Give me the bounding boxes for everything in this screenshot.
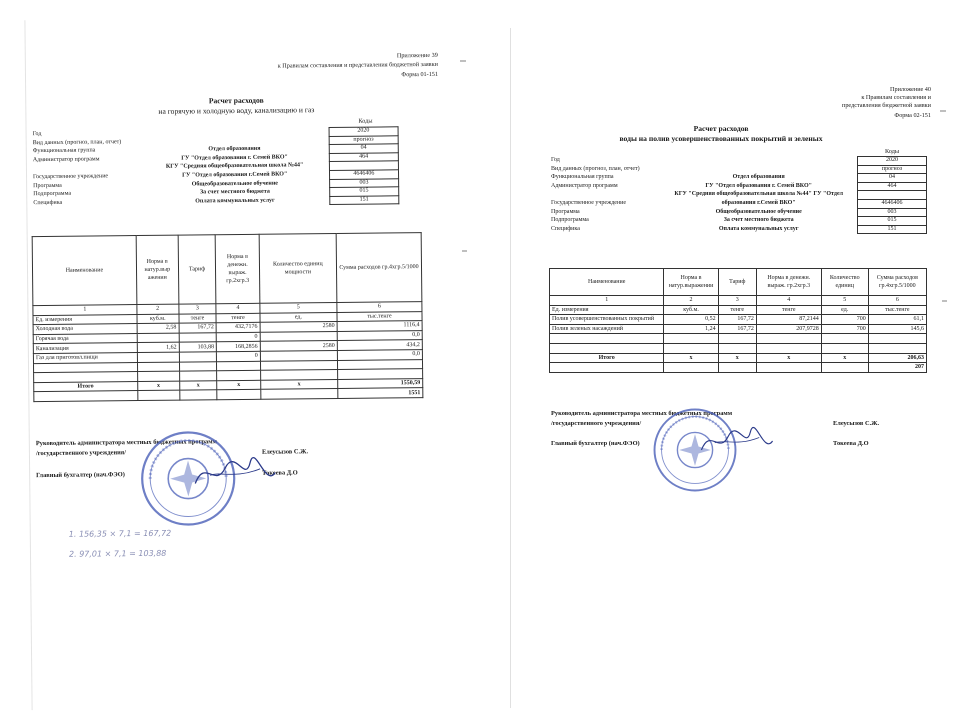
table-cell: Канализация [33,343,137,354]
table-cell: 0 [216,332,260,342]
table-cell: Полив усовершенствованных покрытий [550,315,664,325]
info-value [660,165,857,174]
info-code: 464 [857,182,926,191]
left-sign1-title: Руководитель администратора местных бюджетных программ [35,438,217,448]
table-cell: 103,88 [179,342,217,352]
info-value: Оплата коммунальных услуг [195,197,275,205]
unit-cell: куб.м. [664,305,718,315]
info-code: 003 [857,208,926,217]
table-cell: 1116,4 [337,321,422,331]
table-cell: 0,52 [664,315,718,325]
info-label: Вид данных (прогноз, план, отчет) [551,165,640,172]
total-cell: 1550,59 [338,378,423,388]
right-rules-2: представления бюджетной заявки [842,102,931,109]
table-cell: 87,2144 [756,315,821,325]
info-label: Государственное учреждение [551,200,627,207]
rounded-total-cell: 207 [868,363,926,373]
empty-cell [550,363,664,373]
right-title-line2: воды на полив усовершенствованных покрытий и зеленых [619,133,823,143]
table-cell: 432,7176 [216,322,260,332]
table-cell [179,352,217,362]
info-row [549,157,927,166]
info-label: Функциональная группа [32,147,96,155]
column-header: Сумма расходов гр.4хгр.5/1000 [868,269,926,296]
info-code: прогноз [857,165,926,174]
info-value: За счет местного бюджета [199,188,270,196]
info-label: Год [32,131,42,138]
info-label: Подпрограмма [551,217,589,224]
info-label: Вид данных (прогноз, план, отчет) [32,138,122,146]
column-header: Количество единиц мощности [259,233,337,303]
left-codes-label: Коды [358,117,373,125]
info-label: Администратор программ [551,182,618,189]
column-header: Норма в натур.выр ажении [136,235,179,304]
info-row [549,208,927,217]
info-value: КГУ "Средняя общеобразовательная школа №44" ГУ "Отдел [674,191,843,198]
empty-cell [718,363,756,373]
total-cell: 206,63 [868,353,926,363]
info-value: образования г.Семей ВКО" [721,200,796,207]
column-header: Норма в денежн. выраж. гр.2хгр.3 [756,269,821,296]
info-value: За счет местного бюджета [723,217,794,224]
left-title [26,94,446,118]
unit-cell: тенге [179,313,217,323]
right-expense-table [549,268,927,373]
column-number: 5 [821,296,868,306]
total-cell: х [718,353,756,363]
table-cell: 207,9728 [756,324,821,334]
info-row [549,165,927,174]
empty-cell [180,390,218,400]
handwritten-signature-icon [697,423,777,459]
empty-cell [868,334,926,344]
right-info-table [549,156,927,234]
column-number: 1 [33,305,137,316]
unit-cell: Ед. измерения [550,305,664,315]
empty-cell [261,389,338,399]
unit-cell: ед. [260,312,337,322]
info-code: прогноз [329,135,398,144]
column-number: 3 [718,296,756,306]
info-row [549,225,927,234]
empty-cell [664,334,718,344]
empty-row [550,343,927,353]
table-cell: 167,72 [179,323,217,333]
empty-cell [756,334,821,344]
right-sign1-title: Руководитель администратора местных бюджетных программ [551,410,733,417]
total-cell: х [217,380,261,390]
info-row [549,217,927,226]
table-cell: 2580 [260,322,337,332]
table-cell: 434,2 [337,340,422,350]
left-sign2-name: Токеева Д.О [262,469,298,477]
empty-row [550,334,927,344]
table-cell: 61,1 [868,315,926,325]
left-info-table [31,126,400,208]
right-codes-label: Коды [884,148,900,155]
table-cell: 0,0 [337,330,422,340]
info-label: Специфика [33,199,63,206]
left-handwritten-note-1: 1. 156,35 × 7,1 = 167,72 [68,528,172,539]
column-header: Наименование [32,236,136,306]
table-row [550,315,927,325]
table-cell: 2580 [260,341,337,351]
info-label: Специфика [551,225,580,232]
empty-cell [868,343,926,353]
total-cell: х [756,353,821,363]
info-code: 2020 [857,157,926,166]
empty-cell [821,363,868,373]
info-label: Год [551,157,560,164]
empty-cell [138,390,180,400]
right-title-line1: Расчет расходов [693,124,749,133]
column-header: Норма в натур.выражении [664,269,718,296]
scan-artifact [462,250,467,252]
empty-cell [821,334,868,344]
table-row [550,324,927,334]
right-sign2-name: Токеева Д.О [833,440,869,447]
info-value: Общеобразовательное обучение [191,180,278,188]
scan-artifact [940,110,946,112]
total-cell: х [260,379,337,389]
info-label: Государственное учреждение [33,173,109,181]
empty-cell [718,334,756,344]
unit-cell: тенге [216,313,260,323]
column-number: 5 [260,302,337,312]
table-cell: 700 [821,315,868,325]
column-number: 2 [664,296,718,306]
empty-cell [718,343,756,353]
empty-cell [550,334,664,344]
empty-cell [756,343,821,353]
empty-cell [34,391,138,402]
scan-artifact [942,300,947,302]
info-value: Оплата коммунальных услуг [718,225,799,232]
left-appendix: Приложение 39 [396,51,438,60]
info-code: 015 [857,217,926,226]
empty-cell [217,361,261,371]
table-cell [137,333,179,343]
table-cell [179,333,217,343]
rounded-total-row [550,363,927,373]
right-document-sheet [510,28,931,708]
table-cell: 2,58 [137,323,179,333]
column-number-row [550,296,927,306]
column-number: 2 [137,304,179,314]
rounded-total-cell: 1551 [338,388,423,398]
info-code: 4646406 [857,199,926,208]
column-number: 3 [179,304,217,314]
table-cell: 168,2856 [217,342,261,352]
info-code [857,191,926,200]
left-rules: к Правилам составления и представления бюджетной заявки [277,60,438,70]
info-label: Функциональная группа [551,174,614,181]
unit-cell: тенге [718,305,756,315]
column-header: Тариф [178,235,216,304]
right-title [511,124,931,144]
units-row [550,305,927,315]
empty-cell [756,363,821,373]
table-cell: 700 [821,324,868,334]
info-label: Программа [33,182,62,189]
left-expense-table [32,232,424,402]
right-sign1-subtitle: /государственного учреждения/ [551,420,642,427]
info-value [660,157,857,166]
info-code: 003 [329,178,398,187]
info-label [549,191,660,200]
empty-cell [821,343,868,353]
info-row [549,174,927,183]
total-row [550,353,927,363]
unit-cell: куб.м. [137,314,179,324]
left-title-line2: на горячую и холодную воду, канализацию и газ [158,105,315,116]
info-label: Программа [551,208,580,215]
table-cell: 1,62 [137,342,179,352]
info-code: 151 [857,225,926,234]
info-value: Отдел образования [732,174,785,181]
info-code: 04 [329,144,398,153]
empty-cell [137,371,179,381]
left-sign1-subtitle: /государственного учреждения/ [35,449,127,458]
column-header: Тариф [718,269,756,296]
table-cell: 1,24 [664,324,718,334]
column-header: Сумма расходов гр.4хгр.5/1000 [336,233,422,303]
right-form-number: Форма 02-151 [894,112,931,119]
unit-cell: тенге [756,305,821,315]
info-row [549,199,927,208]
total-cell: х [821,353,868,363]
info-code: 4646406 [329,170,398,179]
column-header: Наименование [550,269,664,296]
table-header-row [550,269,927,296]
column-header: Норма в денежн. выраж. гр.2хгр.3 [215,234,259,303]
unit-cell: тыс.тенге [337,311,422,321]
right-sign2-title: Главный бухгалтер (нач.ФЭО) [551,440,640,447]
empty-cell [137,362,179,372]
info-code: 2020 [329,127,398,136]
info-value: ГУ "Отдел образования г. Семей ВКО" [181,154,288,162]
total-cell: х [137,381,179,391]
total-cell: Итого [34,381,138,392]
table-cell: Полив зеленых насаждений [550,324,664,334]
left-sign1-name: Елеусызов С.Ж. [261,448,309,456]
total-cell: Итого [550,353,664,363]
empty-cell [217,390,261,400]
right-appendix: Приложение 40 [890,86,931,93]
empty-cell [179,371,217,381]
info-value: Общеобразовательное обучение [715,208,802,215]
left-title-line1: Расчет расходов [208,95,264,106]
info-code: 04 [857,174,926,183]
empty-cell [550,343,664,353]
unit-cell: тыс.тенге [868,305,926,315]
table-cell [137,352,179,362]
info-value: Отдел образования [208,146,261,153]
column-number: 6 [868,296,926,306]
left-handwritten-note-2: 2. 97,01 × 7,1 = 103,88 [68,548,167,559]
right-sign1-name: Елеусызов С.Ж. [833,420,880,427]
info-code: 464 [329,153,398,162]
info-row [549,182,927,191]
table-cell: 0,0 [337,350,422,360]
table-cell: 145,6 [868,324,926,334]
column-number: 4 [756,296,821,306]
table-cell: 167,72 [718,315,756,325]
info-code: 015 [329,187,398,196]
column-number: 1 [550,296,664,306]
total-cell: х [664,353,718,363]
table-header-row [32,233,422,306]
table-cell: 0 [217,351,261,361]
table-cell: Горячая вода [33,333,137,344]
column-number: 6 [337,302,422,312]
table-cell: 167,72 [718,324,756,334]
unit-cell: Ед. измерения [33,314,137,325]
info-label: Администратор программ [32,156,100,164]
right-rules: к Правилам составления и [861,94,931,101]
table-cell: Холодная вода [33,324,137,335]
info-code: 151 [329,196,398,205]
info-value: ГУ "Отдел образования г.Семей ВКО" [182,171,288,179]
column-number: 4 [216,303,260,313]
info-label: Подпрограмма [33,190,72,198]
column-header: Количество единиц [821,269,868,296]
info-value: ГУ "Отдел образования г. Семей ВКО" [705,182,812,189]
left-sign2-title: Главный бухгалтер (нач.ФЭО) [36,471,125,480]
empty-cell [664,343,718,353]
scan-artifact [460,60,466,62]
empty-cell [664,363,718,373]
info-value: КГУ "Средняя общеобразовательная школа №44" [165,162,304,171]
handwritten-signature-icon [190,453,280,494]
total-cell: х [179,380,217,390]
left-document-sheet [24,16,452,710]
empty-cell [217,370,261,380]
empty-cell [179,361,217,371]
left-form-number: Форма 01-151 [401,70,439,79]
info-row [549,191,927,200]
table-cell: Газ для приготовл.пищи [33,353,137,364]
unit-cell: ед. [821,305,868,315]
